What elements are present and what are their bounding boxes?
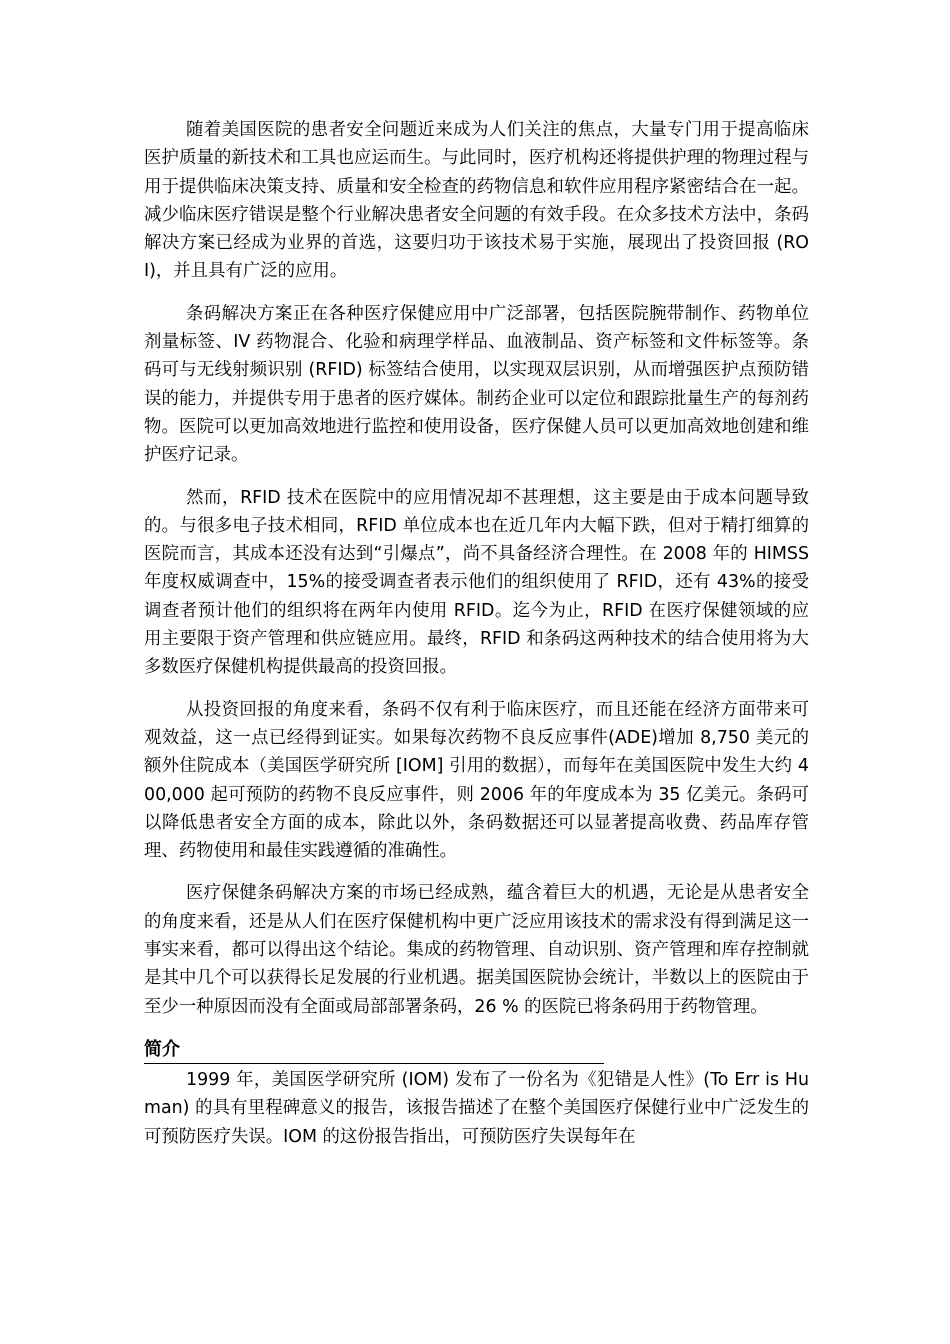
- paragraph-rfid-cost: 然而，RFID 技术在医院中的应用情况却不甚理想，这主要是由于成本问题导致的。与很多电子技术相同，RFID 单位成本也在近几年内大幅下跌，但对于精打细算的医院而言，其成本还没有达到“引爆点”，尚不具备经济合理性。在 2008 年的 HIMSS 年度权威调查中，15%的接受调查者表示他们的组织使用了 RFID，还有 43%的接受调查者预计他们的组织将在两年内使用 RFID。迄今为止，RFID 在医疗保健领域的应用主要限于资产管理和供应链应用。最终，RFID 和条码这两种技术的结合使用将为大多数医疗保健机构提供最高的投资回报。: [144, 487, 809, 678]
- paragraph-market: 医疗保健条码解决方案的市场已经成熟，蕴含着巨大的机遇，无论是从患者安全的角度来看，还是从人们在医疗保健机构中更广泛应用该技术的需求没有得到满足这一事实来看，都可以得出这个结论。集成的药物管理、自动识别、资产管理和库存控制就是其中几个可以获得长足发展的行业机遇。据美国医院协会统计，半数以上的医院由于至少一种原因而没有全面或局部部署条码，26 % 的医院已将条码用于药物管理。: [144, 883, 809, 1017]
- paragraph-barcode-deployment: 条码解决方案正在各种医疗保健应用中广泛部署，包括医院腕带制作、药物单位剂量标签、IV 药物混合、化验和病理学样品、血液制品、资产标签和文件标签等。条码可与无线射频识别 (RFID) 标签结合使用，以实现双层识别，从而增强医护点预防错误的能力，并提供专用于患者的医疗媒体。制药企业可以定位和跟踪批量生产的每剂药物。医院可以更加高效地进行监控和使用设备，医疗保健人员可以更加高效地创建和维护医疗记录。: [144, 303, 809, 466]
- section-heading-intro: [144, 1035, 604, 1064]
- intro-section: [144, 1066, 809, 1151]
- paragraph-intro: 1999 年，美国医学研究所 (IOM) 发布了一份名为《犯错是人性》(To Err is Human) 的具有里程碑意义的报告，该报告描述了在整个美国医疗保健行业中广泛发生的可预防医疗失误。IOM 的这份报告指出，可预防医疗失误每年在: [144, 1069, 809, 1147]
- document-page: [144, 116, 809, 1165]
- paragraph-roi: 从投资回报的角度来看，条码不仅有利于临床医疗，而且还能在经济方面带来可观效益，这一点已经得到证实。如果每次药物不良反应事件(ADE)增加 8,750 美元的额外住院成本（美国医学研究所 [IOM] 引用的数据），而每年在美国医院中发生大约 400,000 起可预防的药物不良反应事件，则 2006 年的年度成本为 35 亿美元。条码可以降低患者安全方面的成本，除此以外，条码数据还可以显著提高收费、药品库存管理、药物使用和最佳实践遵循的准确性。: [144, 699, 809, 862]
- section-heading-label: 简介: [144, 1038, 180, 1060]
- paragraph-patient-safety: 随着美国医院的患者安全问题近来成为人们关注的焦点，大量专门用于提高临床医护质量的新技术和工具也应运而生。与此同时，医疗机构还将提供护理的物理过程与用于提供临床决策支持、质量和安全检查的药物信息和软件应用程序紧密结合在一起。减少临床医疗错误是整个行业解决患者安全问题的有效手段。在众多技术方法中，条码解决方案已经成为业界的首选，这要归功于该技术易于实施，展现出了投资回报 (ROI)，并且具有广泛的应用。: [144, 120, 809, 282]
